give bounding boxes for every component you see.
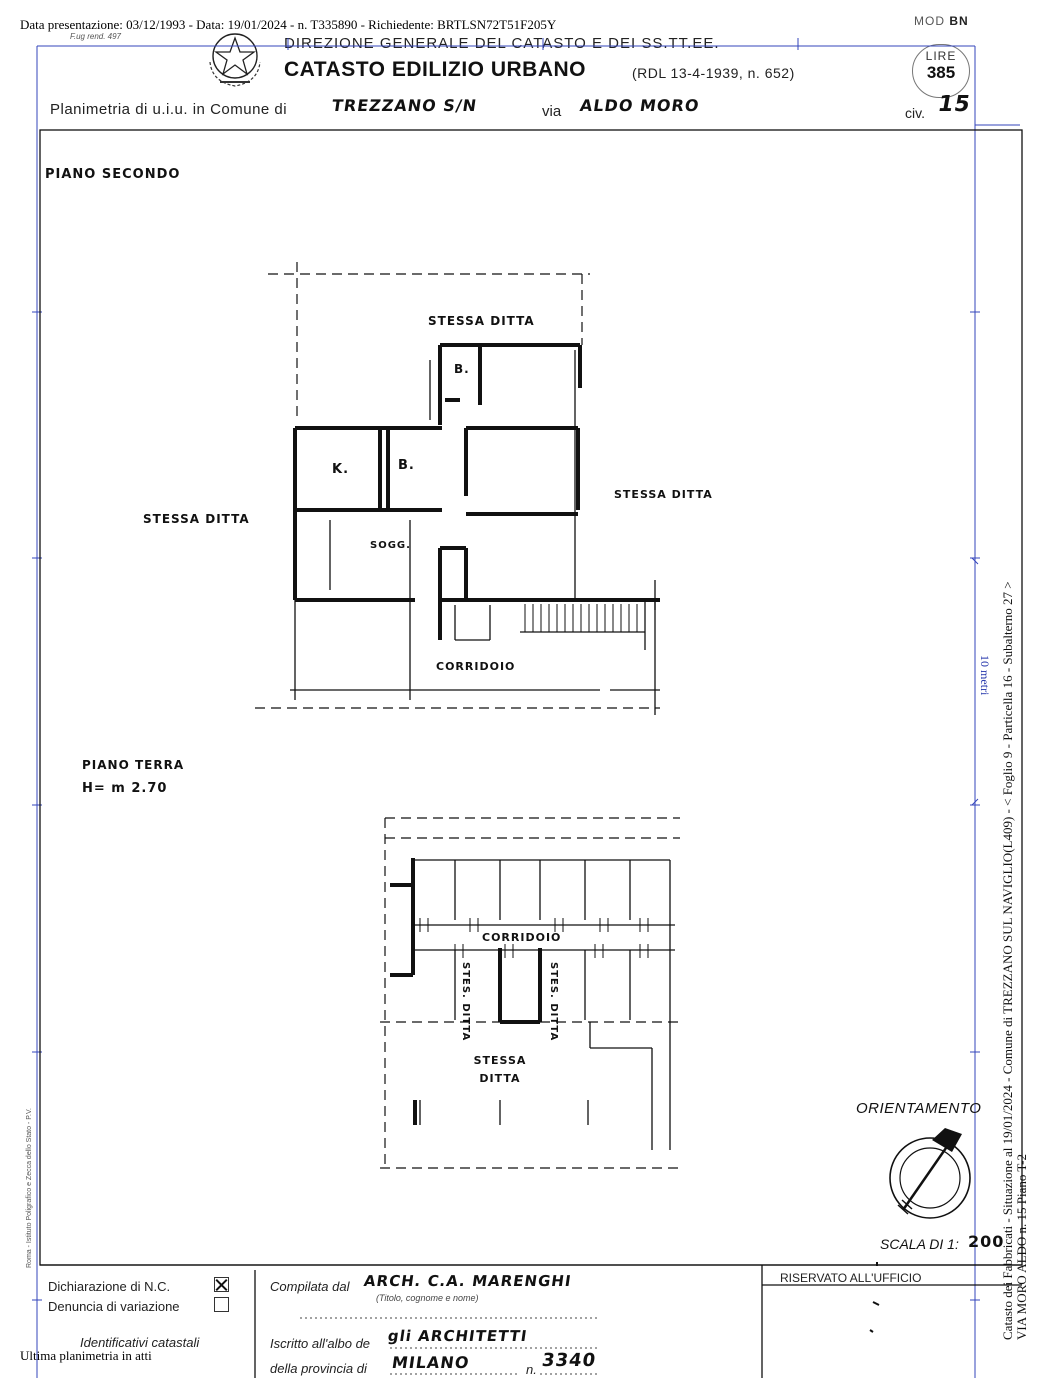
dichiarazione-label: Dichiarazione di N.C. <box>48 1279 171 1294</box>
floor-plan-ground <box>380 818 680 1168</box>
scale-bar-label: 10 metri <box>978 655 992 696</box>
label-stessa-ditta-ground: STESSA DITTA <box>473 1054 527 1085</box>
label-stes-ditta-1: STES. DITTA <box>460 962 471 1042</box>
compass-icon <box>890 1128 970 1218</box>
scale-label: SCALA DI 1: <box>880 1236 959 1252</box>
via-value: ALDO MORO <box>578 96 701 115</box>
provincia-label: della provincia di <box>270 1361 367 1376</box>
blue-frame <box>32 38 1020 1378</box>
iscritto-value: gli ARCHITETTI <box>386 1327 529 1345</box>
denuncia-checkbox[interactable] <box>214 1297 229 1312</box>
label-corridoio-second: CORRIDOIO <box>436 660 516 673</box>
label-stes-ditta-2: STES. DITTA <box>548 962 559 1042</box>
scale-value: 200 <box>968 1232 1005 1251</box>
label-bagno: B. <box>398 458 415 473</box>
last-plan-note: Ultima planimetria in atti <box>20 1348 152 1363</box>
lire-label: LIRE <box>925 49 957 63</box>
comune-value: TREZZANO S/N <box>330 96 479 115</box>
ministry-title: DIREZIONE GENERALE DEL CATASTO E DEI SS.TT.EE. <box>284 35 720 52</box>
label-kitchen: K. <box>332 462 350 477</box>
riservato-label: RISERVATO ALL'UFFICIO <box>780 1271 922 1285</box>
foglio-label: F.ug rend. 497 <box>70 32 122 41</box>
stairs <box>525 604 637 632</box>
identificativi-label: Identificativi catastali <box>80 1335 200 1350</box>
iscritto-label: Iscritto all'albo de <box>270 1336 371 1351</box>
label-corridoio-ground: CORRIDOIO <box>482 931 562 944</box>
label-stessa-left: STESSA DITTA <box>143 512 250 526</box>
denuncia-label: Denuncia di variazione <box>48 1299 180 1314</box>
side-address-info: VIA MORO ALDO n. 15 Piano T-2 <box>1014 1154 1029 1340</box>
n-value: 3340 <box>540 1350 598 1371</box>
provincia-value: MILANO <box>390 1353 471 1372</box>
n-label: n. <box>526 1362 537 1377</box>
presentation-info: Data presentazione: 03/12/1993 - Data: 19/01/2024 - n. T335890 - Richiedente: BRTLSN72T51F205Y <box>20 17 557 32</box>
document-title: CATASTO EDILIZIO URBANO <box>284 58 586 81</box>
printer-note: Roma - Istituto Poligrafico e Zecca dello Stato - P.V. <box>26 1108 33 1268</box>
side-cadastral-info: Catasto dei Fabbricati - Situazione al 19/01/2024 - Comune di TREZZANO SUL NAVIGLIO(L409) - < Foglio 9 - Particella 16 - Subalterno 27 > <box>1000 581 1015 1340</box>
civ-label: civ. <box>905 105 925 121</box>
floor-plan-second <box>255 262 660 715</box>
titolo-hint: (Titolo, cognome e nome) <box>376 1293 479 1303</box>
dichiarazione-checkbox[interactable] <box>214 1277 229 1292</box>
plan-ground-height: H= m 2.70 <box>82 781 168 796</box>
via-label: via <box>542 103 562 120</box>
compilata-value: ARCH. C.A. MARENGHI <box>362 1272 573 1290</box>
plan-prefix: Planimetria di u.i.u. in Comune di <box>50 101 288 118</box>
plan-second-title: PIANO SECONDO <box>45 167 181 182</box>
compilata-label: Compilata dal <box>270 1279 350 1294</box>
plan-ground-title: PIANO TERRA <box>82 758 185 772</box>
label-bagno-top: B. <box>454 362 470 376</box>
label-stessa-right: STESSA DITTA <box>614 488 713 501</box>
law-reference: (RDL 13-4-1939, n. 652) <box>632 65 795 81</box>
mod-code: BN <box>949 14 969 28</box>
label-stessa-top: STESSA DITTA <box>428 314 535 328</box>
orientation-label: ORIENTAMENTO <box>856 1100 982 1117</box>
civ-value: 15 <box>935 92 973 117</box>
label-soggiorno: SOGG. <box>370 540 411 551</box>
lire-value: 385 <box>926 63 956 82</box>
mod-text: MOD <box>914 14 945 28</box>
